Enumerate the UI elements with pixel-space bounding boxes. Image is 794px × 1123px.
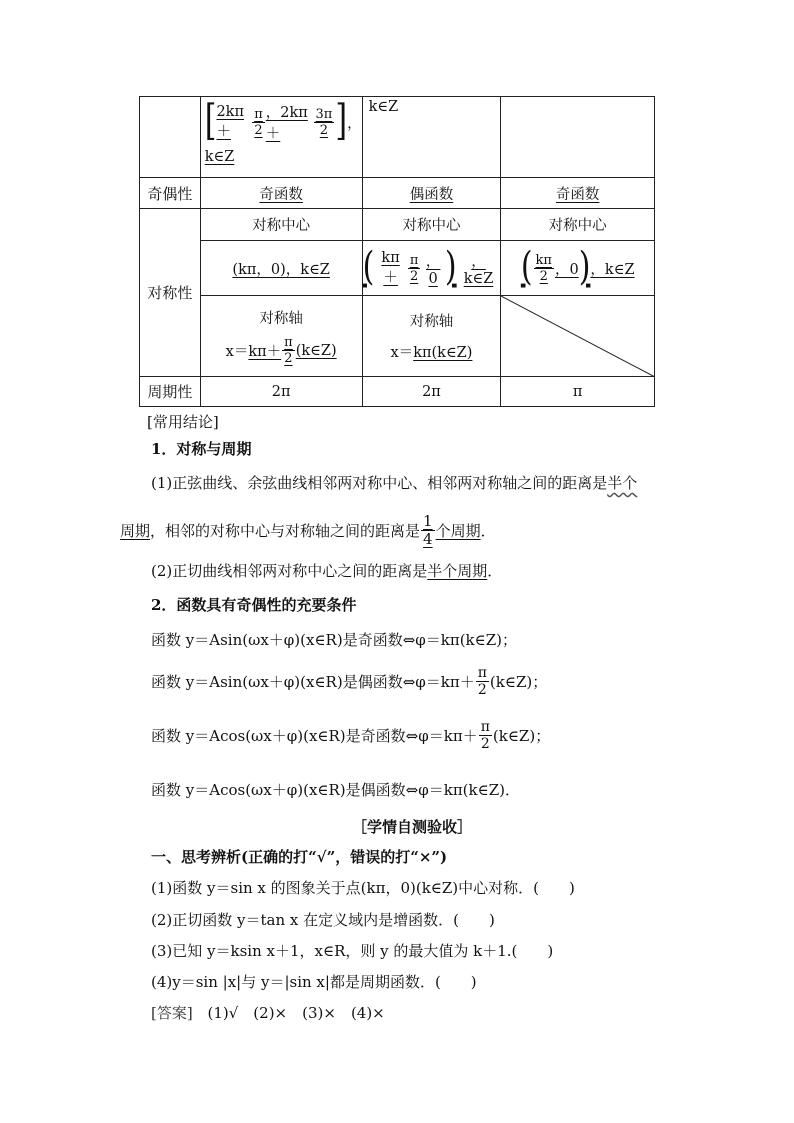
formula-1: 函数 y＝Asin(ωx＋φ)(x∈R)是奇函数⇔φ＝kπ(k∈Z)； — [151, 631, 518, 649]
question-2: (2)正切函数 y＝tan x 在定义域内是增函数．( ) — [151, 911, 495, 929]
formula-3: 函数 y＝Acos(ωx＋φ)(x∈R)是奇函数⇔φ＝kπ＋ $\frac{\pi}{2}$ (k∈Z)； — [151, 719, 551, 752]
symmetry-label: 对称性 — [140, 209, 201, 377]
tan-increasing-interval — [501, 97, 655, 178]
s1-paragraph2: (2)正切曲线相邻两对称中心之间的距离是半个周期． — [151, 562, 503, 580]
table-row — [140, 296, 655, 377]
cos-axis: 对称轴 x＝kπ(k∈Z) — [362, 296, 501, 377]
cos-parity: 偶函数 — [409, 186, 454, 203]
parity-label: 奇偶性 — [140, 178, 201, 209]
period-label: 周期性 — [140, 377, 201, 407]
answer-text: (1)√ (2)× (3)× (4)× — [207, 1004, 385, 1022]
self-test-box-title: ［学情自测验收］ — [352, 818, 473, 836]
tan-parity: 奇函数 — [555, 186, 600, 203]
formula-4: 函数 y＝Acos(ωx＋φ)(x∈R)是偶函数⇔φ＝kπ(k∈Z)． — [151, 781, 521, 799]
cos-center-label: 对称中心 — [362, 209, 501, 241]
question-3: (3)已知 y＝ksin x＋1，x∈R，则 y 的最大值为 k＋1.( ) — [151, 942, 554, 960]
conclusions-heading: [常用结论] — [147, 413, 219, 431]
table-row — [140, 209, 655, 241]
tan-center-label: 对称中心 — [501, 209, 655, 241]
tan-period: π — [501, 377, 655, 407]
cos-increasing-interval: k∈Z — [362, 97, 501, 178]
s1-paragraph1-line2: 周期 ，相邻的对称中心与对称轴之间的距离是 $\frac{1}{4}$ 个周期 ． — [120, 512, 496, 548]
section1-title: 1．对称与周期 — [151, 440, 252, 458]
sin-parity: 奇函数 — [259, 186, 303, 203]
question-heading: 一、思考辨析(正确的打“√”，错误的打“×”) — [151, 848, 448, 866]
answer-line — [151, 1002, 385, 1023]
table-row — [140, 97, 655, 178]
table-row — [140, 377, 655, 407]
sin-period: 2π — [200, 377, 362, 407]
table-row — [140, 178, 655, 209]
sin-center-label: 对称中心 — [200, 209, 362, 241]
formula-2: 函数 y＝Asin(ωx＋φ)(x∈R)是偶函数⇔φ＝kπ＋ $\frac{\pi}{2}$ (k∈Z)； — [151, 665, 548, 698]
s1-paragraph1-line1: (1)正弦曲线、余弦曲线相邻两对称中心、相邻两对称轴之间的距离是半个 — [151, 474, 638, 492]
cos-period: 2π — [362, 377, 501, 407]
trig-properties-table — [139, 96, 655, 407]
diagonal-line — [501, 296, 655, 377]
row-label-empty — [140, 97, 201, 178]
question-1: (1)函数 y＝sin x 的图象关于点(kπ，0)(k∈Z)中心对称．( ) — [151, 879, 575, 897]
sin-axis: 对称轴 x＝ kπ＋ $\frac{\pi}{2}$ (k∈Z) — [200, 296, 362, 377]
tan-center-value: ( $\frac{k\pi}{2}$ ，0 ) ，k∈Z — [501, 241, 655, 296]
tan-axis-none — [501, 296, 655, 377]
answer-label: [答案] — [151, 1004, 193, 1022]
section2-title: 2．函数具有奇偶性的充要条件 — [151, 596, 357, 614]
table-row — [140, 241, 655, 296]
sin-increasing-interval: [ 2kπ＋ $\frac{\pi}{2}$ ，2kπ＋ $\frac{3\pi}{2}$ ] ， k∈Z — [200, 97, 362, 178]
question-4: (4)y＝sin |x|与 y＝|sin x|都是周期函数．( ) — [151, 973, 477, 991]
sin-center-value: (kπ，0)，k∈Z — [232, 261, 330, 278]
cos-center-value: ( kπ＋ $\frac{\pi}{2}$ ，0 ) ，k∈Z — [362, 241, 501, 296]
